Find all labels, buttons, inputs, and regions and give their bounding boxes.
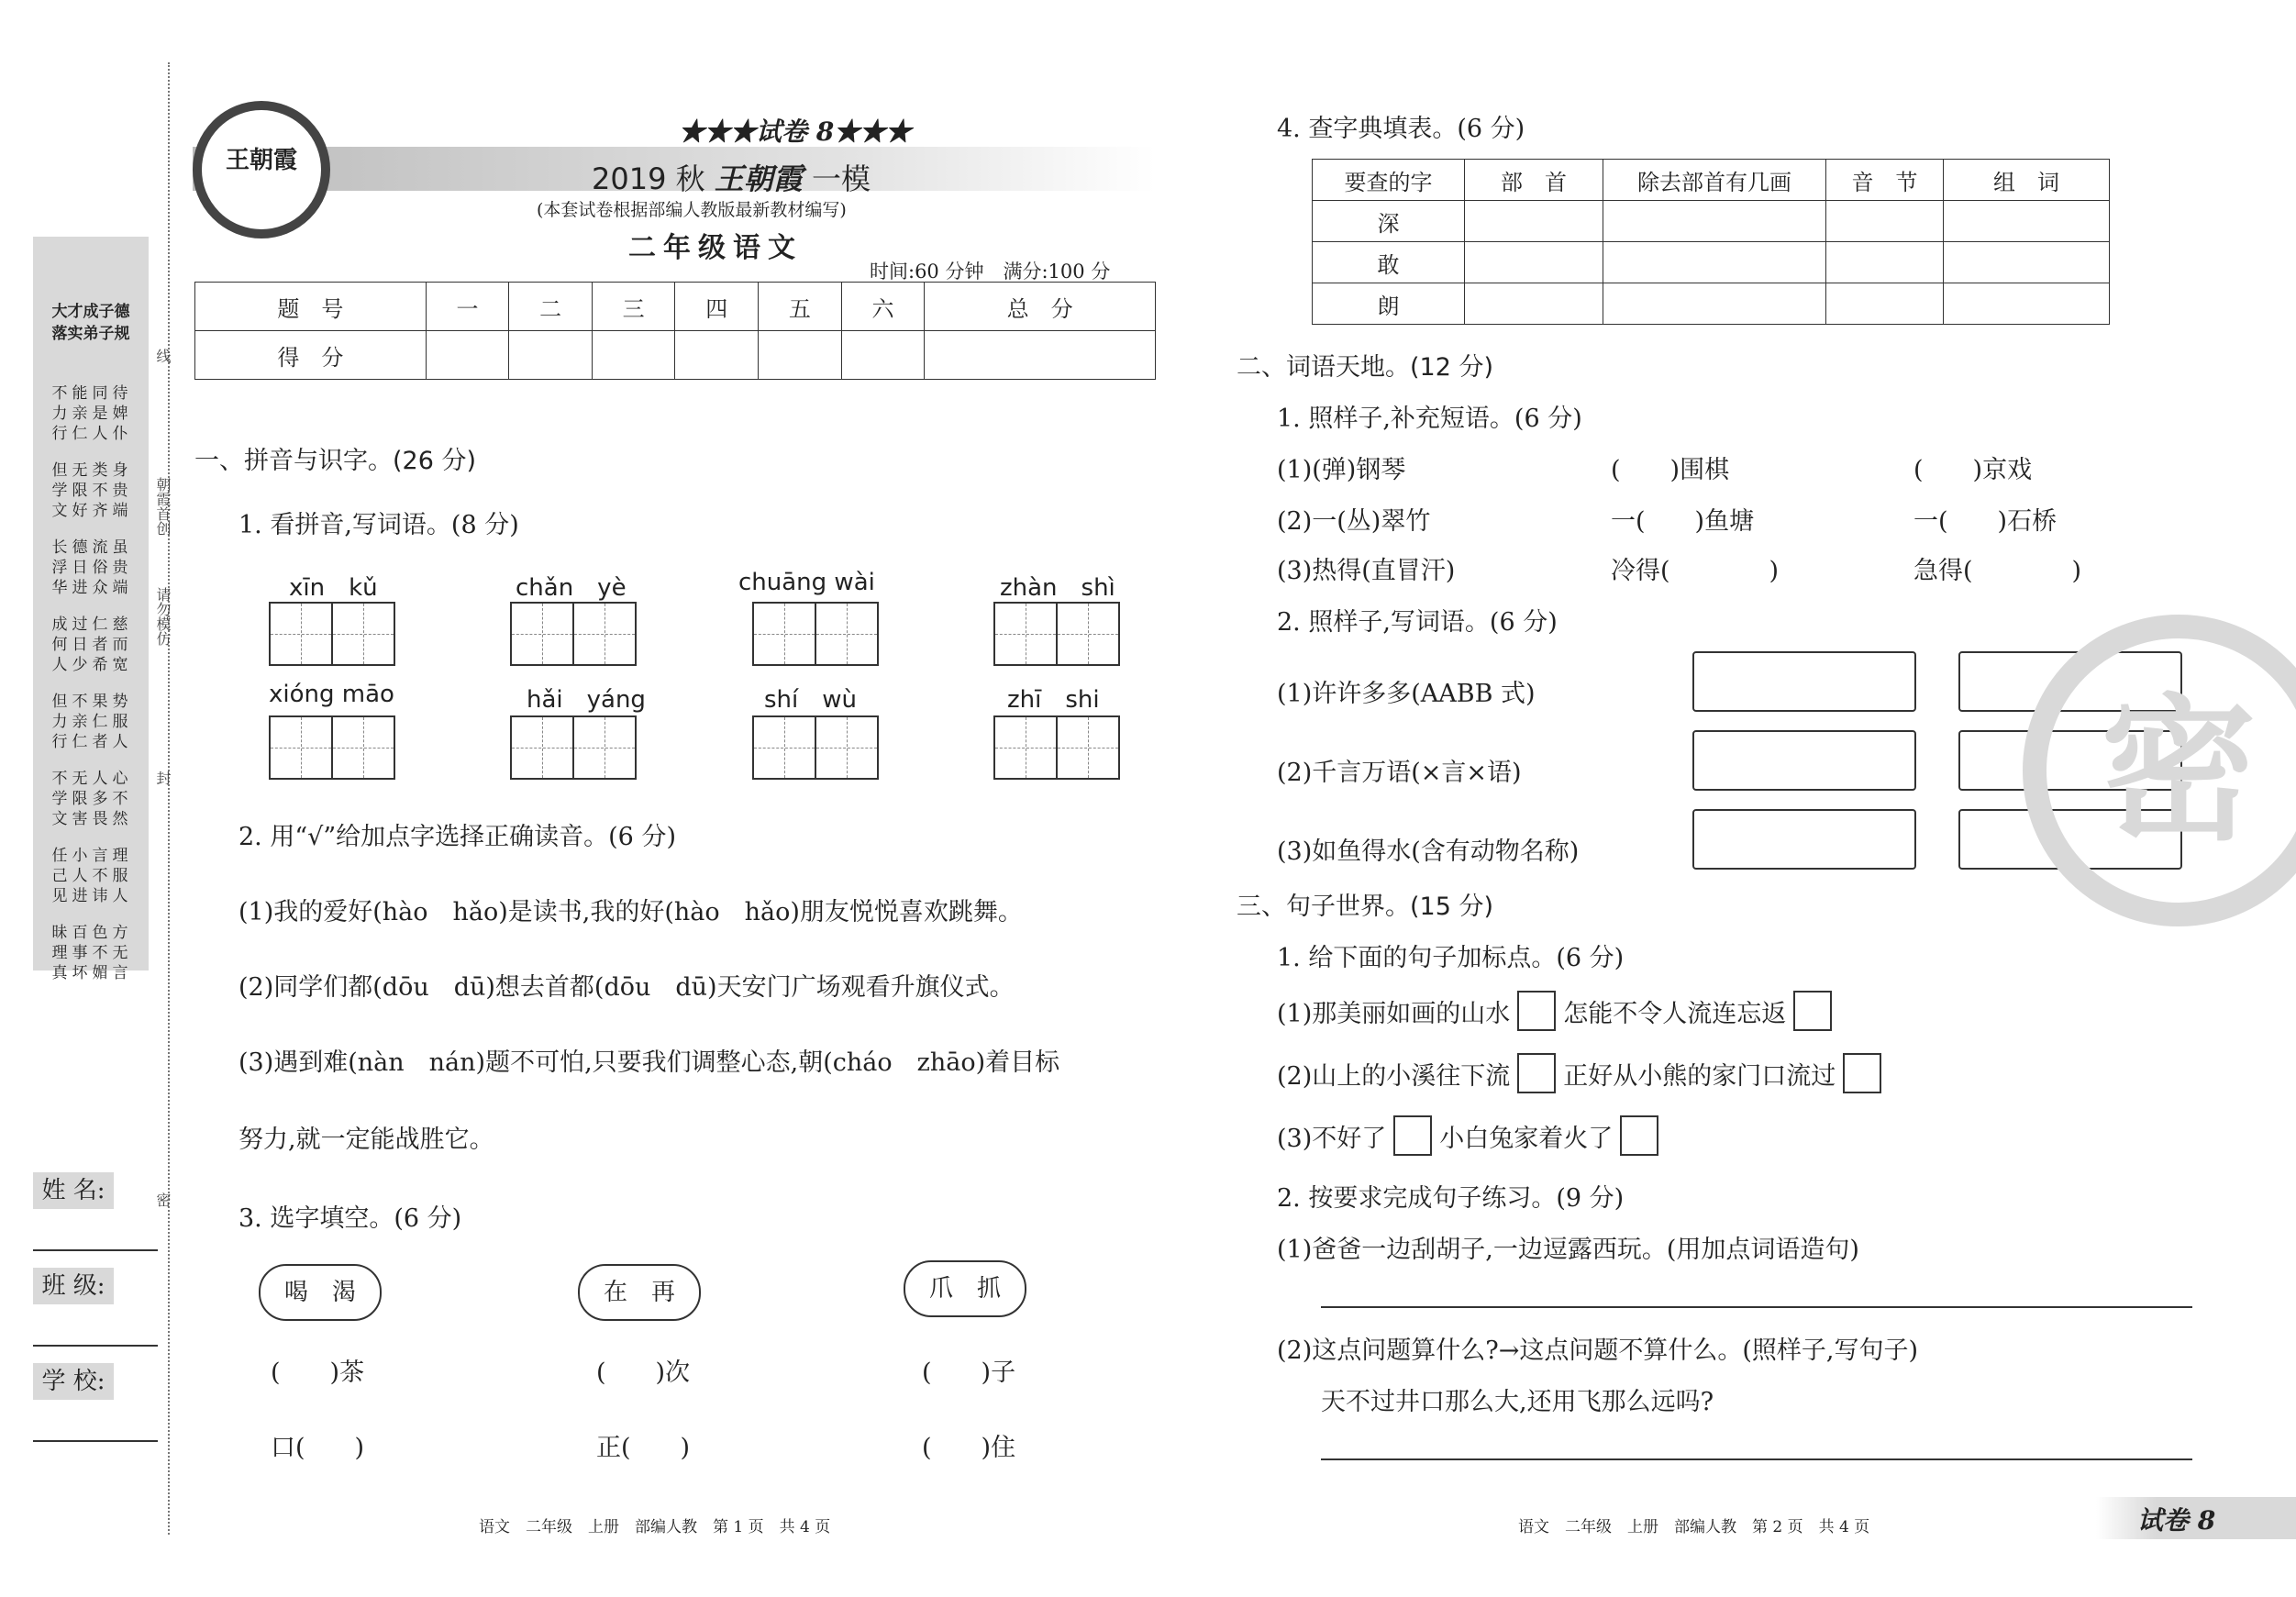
answer-line[interactable] [1321,1458,2192,1460]
q2-title: 2. 用“√”给加点字选择正确读音。(6 分) [238,823,676,851]
page-footer-left: 语文 二年级 上册 部编人教 第 1 页 共 4 页 [479,1518,831,1536]
poem-char: 限 [72,790,88,808]
dict-cell[interactable] [1944,283,2110,325]
poem-char: 服 [112,867,128,885]
poem-char: 多 [92,790,108,808]
poem-char: 仁 [92,616,108,634]
pinyin: zhī shi [1007,686,1100,714]
dict-cell[interactable] [1465,242,1603,283]
dict-cell[interactable] [1603,201,1826,242]
phrase-blank[interactable]: 急得( ) [1913,557,2082,585]
poem-char: 讳 [92,887,108,905]
section-3-title: 三、句子世界。(15 分) [1237,893,1494,921]
fill-blank[interactable]: ( )次 [596,1359,691,1387]
poem-char: 心 [112,770,128,788]
poem-char: 仆 [112,425,128,443]
phrase-item: (2)一(丛)翠竹 [1277,507,1431,536]
word-pattern: (1)许许多多(AABB 式) [1277,680,1536,708]
phrase-item: (3)热得(直冒汗) [1277,557,1456,585]
punctuation-row: (2)山上的小溪往下流 正好从小熊的家门口流过 [1277,1053,1881,1093]
poem-char: 势 [112,693,128,711]
sidebar-panel [33,237,149,982]
poem-char: 虽 [112,538,128,557]
q1-title: 1. 看拼音,写词语。(8 分) [238,511,519,539]
char-choice-bone: 在 再 [578,1264,701,1321]
side-mark: 封 [154,771,172,785]
poem-char: 人 [112,887,128,905]
question-line: (2)同学们都(dōu dū)想去首都(dōu dū)天安门广场观看升旗仪式。 [238,973,1015,1002]
poem-char: 婢 [112,405,128,423]
writing-grid[interactable] [993,602,1120,666]
poem-char: 人 [72,867,88,885]
writing-grid[interactable] [993,715,1120,780]
poem-char: 希 [92,656,108,674]
s2-q1-title: 1. 照样子,补充短语。(6 分) [1277,405,1582,433]
poem-char: 畏 [92,810,108,828]
side-vertical-text: 请勿模仿 [154,587,172,646]
poem-char: 小 [72,847,88,865]
poem-char: 日 [72,559,88,577]
score-cell[interactable] [426,331,509,380]
name-line[interactable] [33,1249,158,1251]
poem-char: 少 [72,656,88,674]
poem-char: 端 [112,502,128,520]
poem-char: 无 [72,461,88,480]
score-header-cell: 三 [592,283,675,331]
punctuation-box[interactable] [1393,1115,1432,1156]
poem-char: 齐 [92,502,108,520]
poem-char: 而 [112,636,128,654]
pinyin: shí wù [764,686,857,714]
poem-char: 长 [51,538,68,557]
brand-logo: 王朝霞 [193,101,330,238]
score-row [195,331,1156,380]
poem-char: 任 [51,847,68,865]
poem-char: 无 [72,770,88,788]
char-choice-bone: 喝 渴 [259,1264,382,1321]
poem-char: 方 [112,924,128,942]
poem-char: 同 [92,384,108,403]
poem-char: 过 [72,616,88,634]
poem-char: 理 [51,944,68,962]
dict-header-cell: 部 首 [1465,160,1603,201]
poem-char: 仁 [72,733,88,751]
poem-char: 见 [51,887,68,905]
poem-char: 是 [92,405,108,423]
score-header-cell: 四 [675,283,759,331]
punctuation-row: (1)那美丽如画的山水 怎能不令人流连忘返 [1277,991,1832,1031]
pinyin: hǎi yáng [527,686,646,714]
sidebar-motto: 大才成子德 落实弟子规 [51,303,130,343]
dict-row [1313,242,2110,283]
score-cell[interactable] [509,331,593,380]
dict-cell[interactable] [1465,201,1603,242]
score-cell[interactable] [592,331,675,380]
poem-char: 力 [51,713,68,731]
poem-char: 力 [51,405,68,423]
poem-char: 德 [72,538,88,557]
poem-char: 学 [51,790,68,808]
dictionary-table [1312,159,2110,325]
sentence-task: (1)爸爸一边刮胡子,一边逗露西玩。(用加点词语造句) [1277,1236,1859,1264]
poem-char: 端 [112,579,128,597]
punctuation-box[interactable] [1793,991,1832,1031]
poem-char: 无 [112,944,128,962]
fill-blank[interactable]: ( )住 [922,1434,1016,1462]
pinyin: xióng māo [269,681,394,708]
poem-char: 不 [112,790,128,808]
score-cell[interactable] [841,331,925,380]
score-cell[interactable] [925,331,1156,380]
binding-dotted-line [168,62,170,1535]
poem-char: 者 [92,733,108,751]
section-1-title: 一、拼音与识字。(26 分) [194,447,477,475]
poem-char: 待 [112,384,128,403]
question-line: (3)遇到难(nàn nán)题不可怕,只要我们调整心态,朝(cháo zhāo)着目标 [238,1048,1060,1077]
sidebar-poem [50,615,141,675]
score-header-cell: 二 [509,283,593,331]
poem-char: 真 [51,964,68,982]
sentence-task: 天不过井口那么大,还用飞那么远吗? [1321,1388,1714,1416]
poem-char: 身 [112,461,128,480]
punctuation-box[interactable] [1517,1053,1556,1093]
s3-q2-title: 2. 按要求完成句子练习。(9 分) [1277,1184,1625,1213]
dict-row [1313,201,2110,242]
s3-q1-title: 1. 给下面的句子加标点。(6 分) [1277,944,1625,972]
fill-blank[interactable]: 正( ) [596,1434,691,1462]
poem-char: 进 [72,887,88,905]
poem-char: 言 [112,964,128,982]
dict-header-row [1313,160,2110,201]
sidebar-poem [50,538,141,598]
class-line[interactable] [33,1345,158,1347]
score-header-cell: 六 [841,283,925,331]
writing-grid[interactable] [752,715,879,780]
poem-char: 服 [112,713,128,731]
sidebar-poem [50,383,141,444]
punctuation-box[interactable] [1843,1053,1881,1093]
dict-cell[interactable] [1603,242,1826,283]
dict-cell[interactable] [1826,242,1944,283]
poem-char: 贵 [112,482,128,500]
poem-char: 事 [72,944,88,962]
poem-char: 文 [51,810,68,828]
phrase-blank[interactable]: 冷得( ) [1611,557,1780,585]
phrase-blank[interactable]: ( )京戏 [1913,456,2033,484]
dict-header-cell: 除去部首有几画 [1603,160,1826,201]
word-answer-box[interactable] [1692,651,1916,712]
char-choice-bone: 爪 抓 [904,1260,1026,1317]
poem-char: 人 [92,425,108,443]
dict-cell[interactable] [1826,201,1944,242]
sidebar-poem [50,846,141,906]
school-label: 学 校: [33,1363,114,1400]
poem-char: 何 [51,636,68,654]
poem-char: 众 [92,579,108,597]
pinyin: xīn kǔ [289,574,378,602]
poem-char: 人 [112,733,128,751]
word-pattern: (2)千言万语(×言×语) [1277,759,1522,787]
poem-char: 不 [92,482,108,500]
score-cell[interactable] [675,331,759,380]
class-label: 班 级: [33,1268,114,1304]
poem-char: 华 [51,579,68,597]
answer-line[interactable] [1321,1306,2192,1308]
writing-grid[interactable] [269,602,395,666]
score-row-label: 得 分 [195,331,427,380]
dict-char: 深 [1313,201,1465,242]
dict-header-cell: 要查的字 [1313,160,1465,201]
footer-badge: 试卷 8 [2137,1505,2216,1536]
phrase-blank[interactable]: 一( )石桥 [1913,507,2058,536]
pinyin: chuāng wài [738,569,875,596]
dict-char: 敢 [1313,242,1465,283]
poem-char: 亲 [72,713,88,731]
poem-char: 限 [72,482,88,500]
poem-char: 果 [92,693,108,711]
score-table [194,282,1156,380]
poem-char: 行 [51,425,68,443]
poem-char: 不 [51,770,68,788]
poem-char: 媚 [92,964,108,982]
paper-number: ★★★试卷 8★★★ [679,116,912,147]
sentence-task: (2)这点问题算什么?→这点问题不算什么。(照样子,写句子) [1277,1336,1918,1365]
question-line: 努力,就一定能战胜它。 [238,1126,494,1154]
poem-char: 理 [112,847,128,865]
dict-cell[interactable] [1826,283,1944,325]
sidebar-poem [50,460,141,521]
dict-header-cell: 音 节 [1826,160,1944,201]
phrase-blank[interactable]: 一( )鱼塘 [1611,507,1755,536]
poem-char: 贵 [112,559,128,577]
poem-char: 百 [72,924,88,942]
poem-char: 类 [92,461,108,480]
poem-char: 宽 [112,656,128,674]
subject-title: 二年级语文 [628,232,803,264]
word-pattern: (3)如鱼得水(含有动物名称) [1277,837,1580,866]
poem-char: 但 [51,693,68,711]
side-mark: 线 [154,349,172,363]
poem-char: 文 [51,502,68,520]
dict-cell[interactable] [1944,201,2110,242]
score-header-cell: 题 号 [195,283,427,331]
side-vertical-text: 朝霞首创 [154,477,172,536]
score-header-cell: 五 [759,283,842,331]
score-cell[interactable] [759,331,842,380]
writing-grid[interactable] [269,715,395,780]
poem-char: 仁 [92,713,108,731]
poem-char: 但 [51,461,68,480]
punctuation-box[interactable] [1620,1115,1658,1156]
word-answer-box[interactable] [1692,809,1916,870]
poem-char: 成 [51,616,68,634]
poem-char: 不 [72,693,88,711]
poem-char: 言 [92,847,108,865]
punctuation-box[interactable] [1517,991,1556,1031]
section-2-title: 二、词语天地。(12 分) [1237,353,1494,382]
poem-char: 昧 [51,924,68,942]
name-label: 姓 名: [33,1172,114,1209]
score-header-cell: 一 [426,283,509,331]
poem-char: 亲 [72,405,88,423]
dict-cell[interactable] [1603,283,1826,325]
s2-q2-title: 2. 照样子,写词语。(6 分) [1277,608,1558,637]
school-line[interactable] [33,1440,158,1442]
pinyin: chǎn yè [516,574,627,602]
poem-char: 流 [92,538,108,557]
fill-blank[interactable]: ( )茶 [271,1359,365,1387]
dict-header-cell: 组 词 [1944,160,2110,201]
side-mark: 密 [154,1192,172,1207]
poem-char: 然 [112,810,128,828]
fill-blank[interactable]: ( )子 [922,1359,1016,1387]
poem-char: 仁 [72,425,88,443]
phrase-item: (1)(弹)钢琴 [1277,456,1406,484]
sidebar-poem [50,769,141,829]
poem-char: 学 [51,482,68,500]
poem-char: 者 [92,636,108,654]
poem-char: 进 [72,579,88,597]
dict-char: 朗 [1313,283,1465,325]
poem-char: 色 [92,924,108,942]
poem-char: 慈 [112,616,128,634]
poem-char: 好 [72,502,88,520]
poem-char: 人 [51,656,68,674]
writing-grid[interactable] [510,602,637,666]
sidebar-poems [50,383,141,993]
poem-char: 人 [92,770,108,788]
poem-char: 日 [72,636,88,654]
paper-note: (本套试卷根据部编人教版最新教材编写) [537,200,847,220]
phrase-blank[interactable]: ( )围棋 [1611,456,1730,484]
score-header-cell: 总 分 [925,283,1156,331]
fill-blank[interactable]: 口( ) [271,1434,365,1462]
poem-char: 不 [92,867,108,885]
poem-char: 浮 [51,559,68,577]
poem-char: 害 [72,810,88,828]
writing-grid[interactable] [752,602,879,666]
writing-grid[interactable] [510,715,637,780]
paper-title: 2019 秋 王朝霞 一模 [592,161,871,196]
page-footer-right: 语文 二年级 上册 部编人教 第 2 页 共 4 页 [1518,1518,1870,1536]
score-header-row [195,283,1156,331]
dict-row [1313,283,2110,325]
sidebar-poem [50,923,141,983]
poem-char: 能 [72,384,88,403]
q3-title: 3. 选字填空。(6 分) [238,1204,462,1233]
punctuation-row: (3)不好了 小白兔家着火了 [1277,1115,1658,1156]
exam-info: 时间:60 分钟 满分:100 分 [870,261,1111,283]
poem-char: 俗 [92,559,108,577]
dict-cell[interactable] [1465,283,1603,325]
dict-cell[interactable] [1944,242,2110,283]
pinyin: zhàn shì [1000,574,1115,602]
word-answer-box[interactable] [1692,730,1916,791]
poem-char: 不 [92,944,108,962]
poem-char: 己 [51,867,68,885]
poem-char: 行 [51,733,68,751]
watermark-seal-text: 密 [2100,679,2257,862]
q4-title: 4. 查字典填表。(6 分) [1277,115,1525,143]
question-line: (1)我的爱好(hào hǎo)是读书,我的好(hào hǎo)朋友悦悦喜欢跳舞。 [238,898,1023,926]
poem-char: 坏 [72,964,88,982]
sidebar-poem [50,692,141,752]
poem-char: 不 [51,384,68,403]
